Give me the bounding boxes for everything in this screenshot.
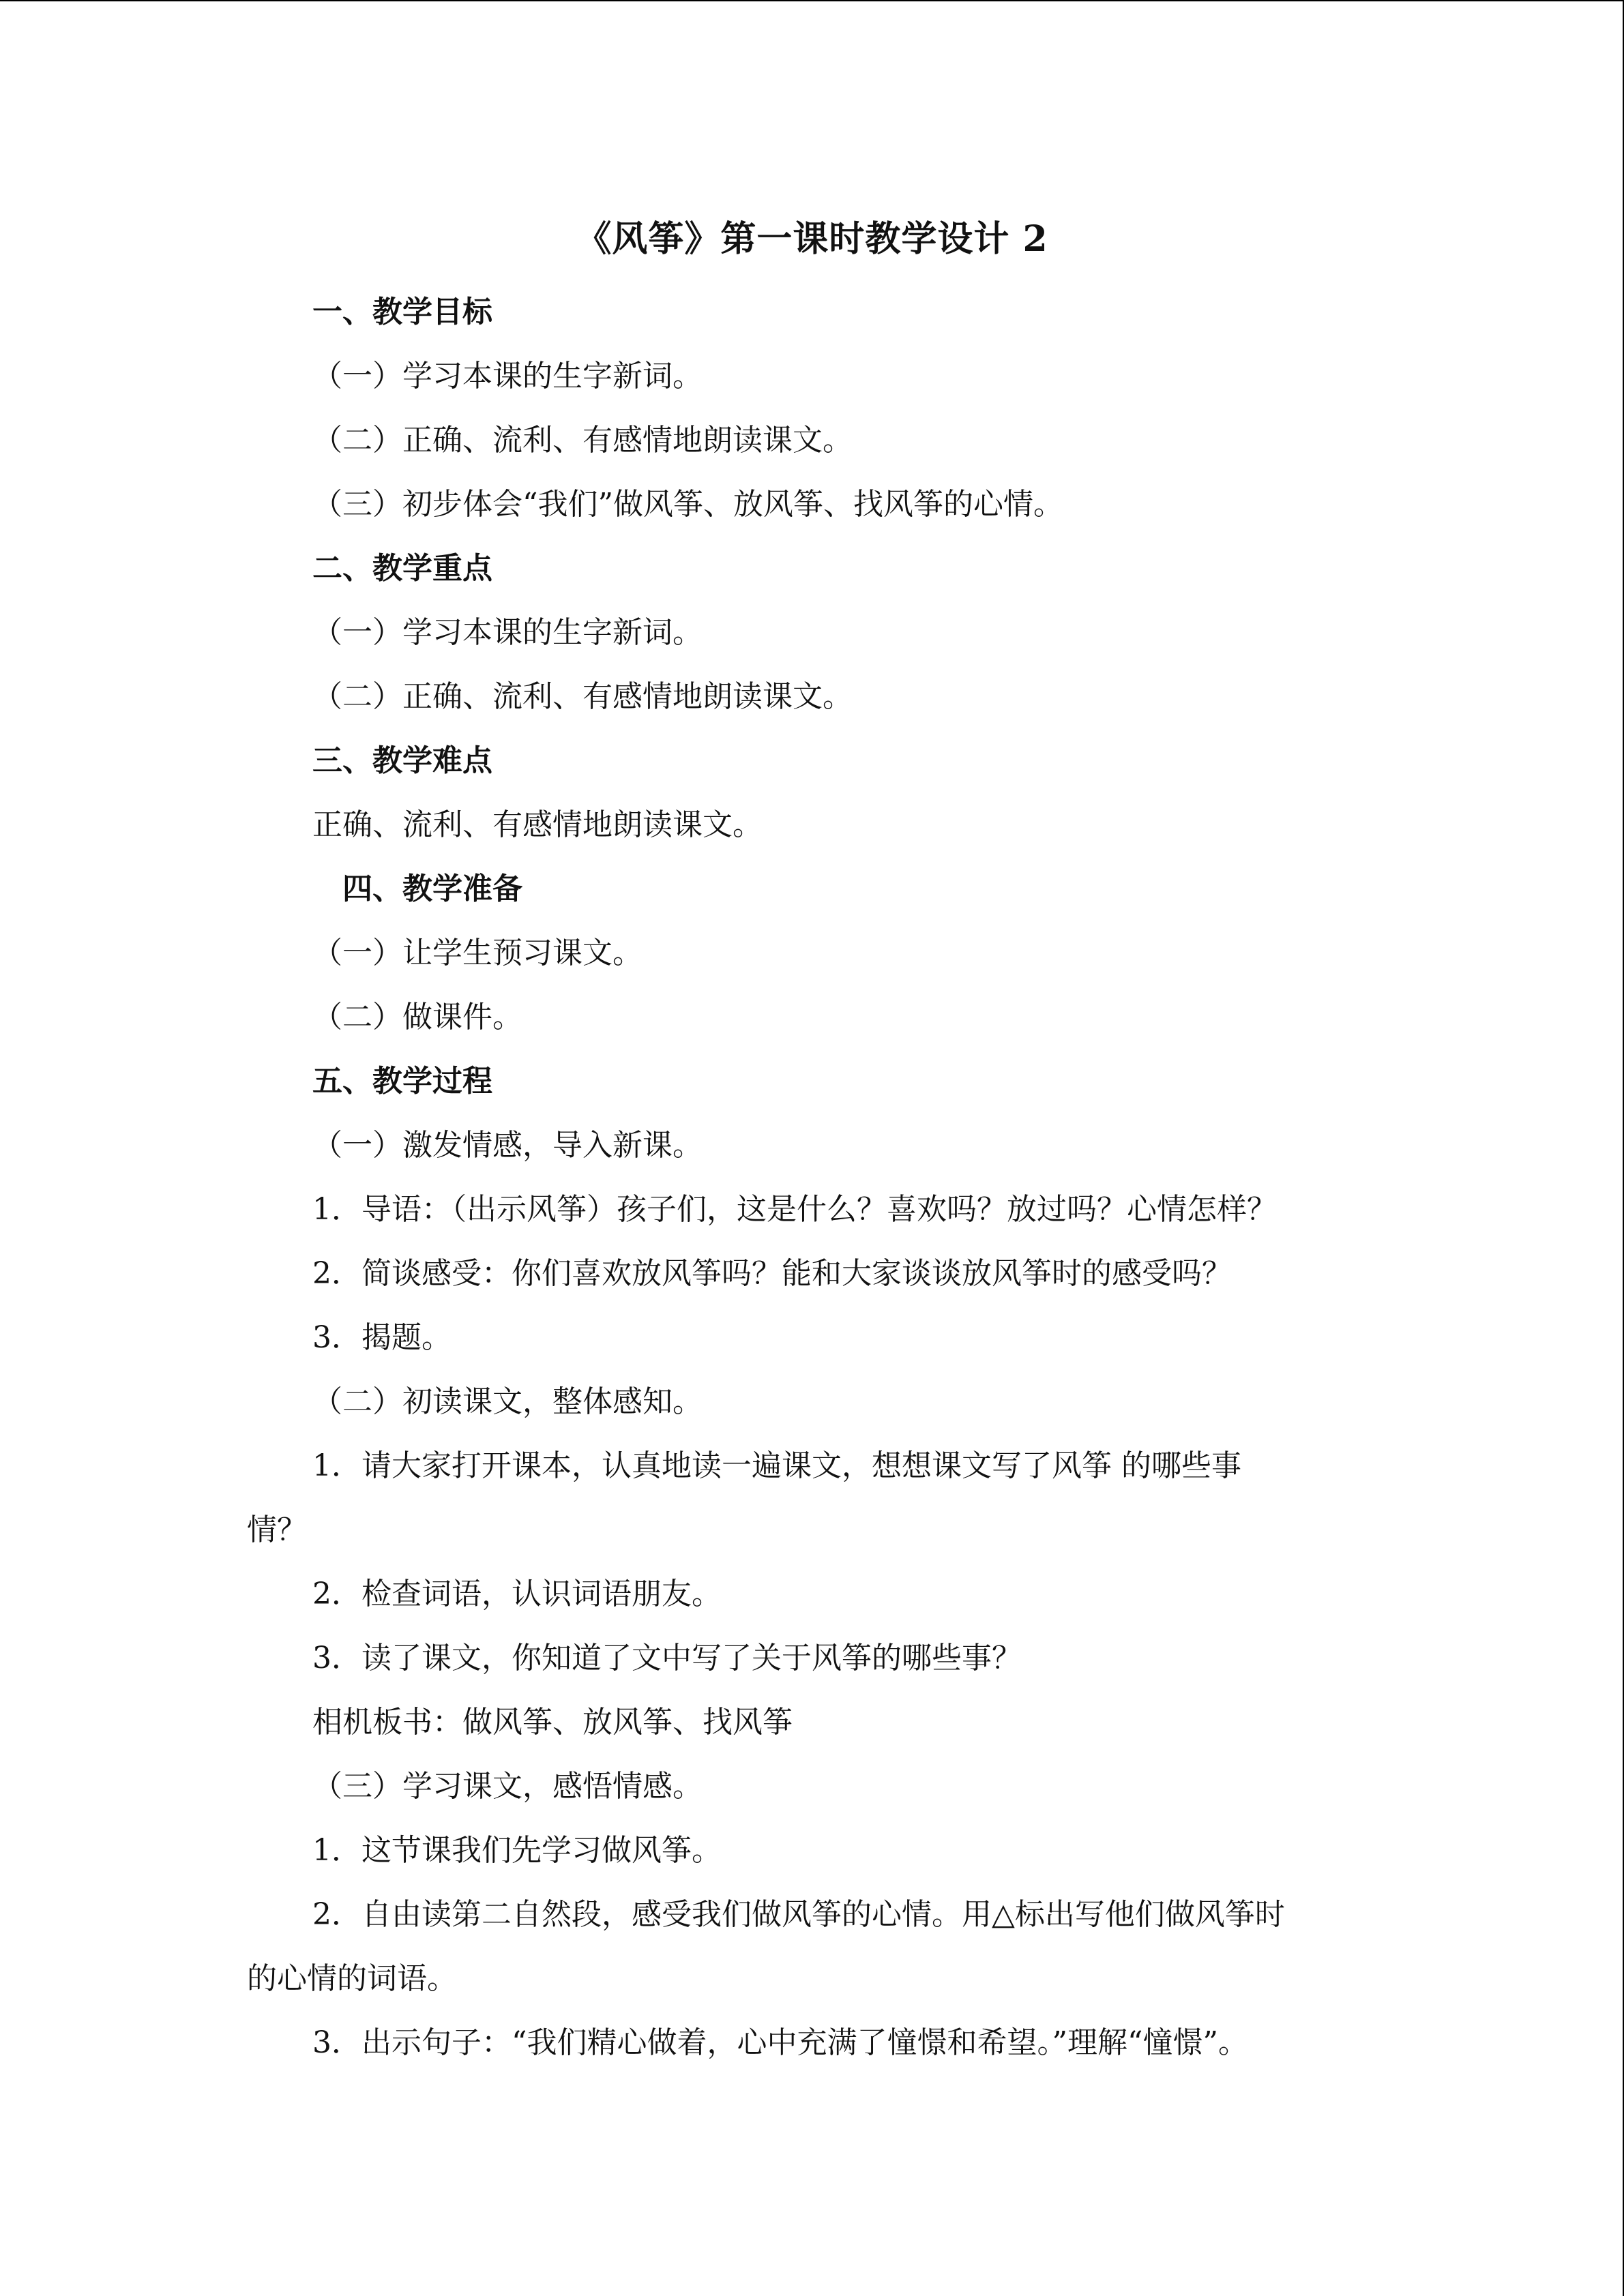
heading-teaching-goals: 一、教学目标 [312, 295, 492, 329]
process-part2-step1-line1: 1．请大家打开课本，认真地读一遍课文，想想课文写了风筝 的哪些事 [312, 1448, 1241, 1483]
goal-item-3: （三）初步体会“我们”做风筝、放风筝、找风筝的心情。 [312, 487, 1063, 522]
heading-difficulties: 三、教学难点 [312, 743, 492, 778]
document-title: 《风筝》第一课时教学设计 2 [576, 218, 1048, 260]
keypoint-item-1: （一）学习本课的生字新词。 [312, 615, 703, 650]
process-part3-step1: 1．这节课我们先学习做风筝。 [312, 1833, 722, 1868]
process-part2-title: （二）初读课文，整体感知。 [312, 1384, 703, 1419]
process-part2-step3: 3．读了课文，你知道了文中写了关于风筝的哪些事？ [312, 1641, 1022, 1675]
process-part2-step1-line2: 情？ [247, 1512, 307, 1547]
preparation-item-2: （二）做课件。 [312, 1000, 522, 1034]
preparation-item-1: （一）让学生预习课文。 [312, 936, 643, 970]
heading-key-points: 二、教学重点 [312, 551, 492, 586]
process-part3-step2-line2: 的心情的词语。 [247, 1961, 457, 1996]
process-part1-step1: 1．导语：（出示风筝）孩子们，这是什么？喜欢吗？放过吗？心情怎样？ [312, 1192, 1277, 1227]
process-part3-title: （三）学习课文，感悟情感。 [312, 1769, 703, 1804]
process-part2-step2: 2．检查词语，认识词语朋友。 [312, 1577, 722, 1611]
process-part3-step2-line1: 2．自由读第二自然段，感受我们做风筝的心情。用△标出写他们做风筝时 [312, 1897, 1285, 1932]
goal-item-1: （一）学习本课的生字新词。 [312, 359, 703, 393]
process-part1-step2: 2．简谈感受：你们喜欢放风筝吗？能和大家谈谈放风筝时的感受吗？ [312, 1256, 1232, 1291]
goal-item-2: （二）正确、流利、有感情地朗读课文。 [312, 423, 853, 458]
heading-teaching-process: 五、教学过程 [312, 1064, 492, 1099]
process-part3-step3: 3．出示句子：“我们精心做着，心中充满了憧憬和希望。”理解“憧憬”。 [312, 2025, 1248, 2060]
process-part1-step3: 3．揭题。 [312, 1320, 452, 1355]
process-part1-title: （一）激发情感，导入新课。 [312, 1128, 703, 1163]
keypoint-item-2: （二）正确、流利、有感情地朗读课文。 [312, 679, 853, 714]
process-part2-board: 相机板书：做风筝、放风筝、找风筝 [312, 1705, 793, 1740]
heading-preparation: 四、教学准备 [342, 871, 522, 906]
difficulty-text: 正确、流利、有感情地朗读课文。 [312, 807, 763, 842]
